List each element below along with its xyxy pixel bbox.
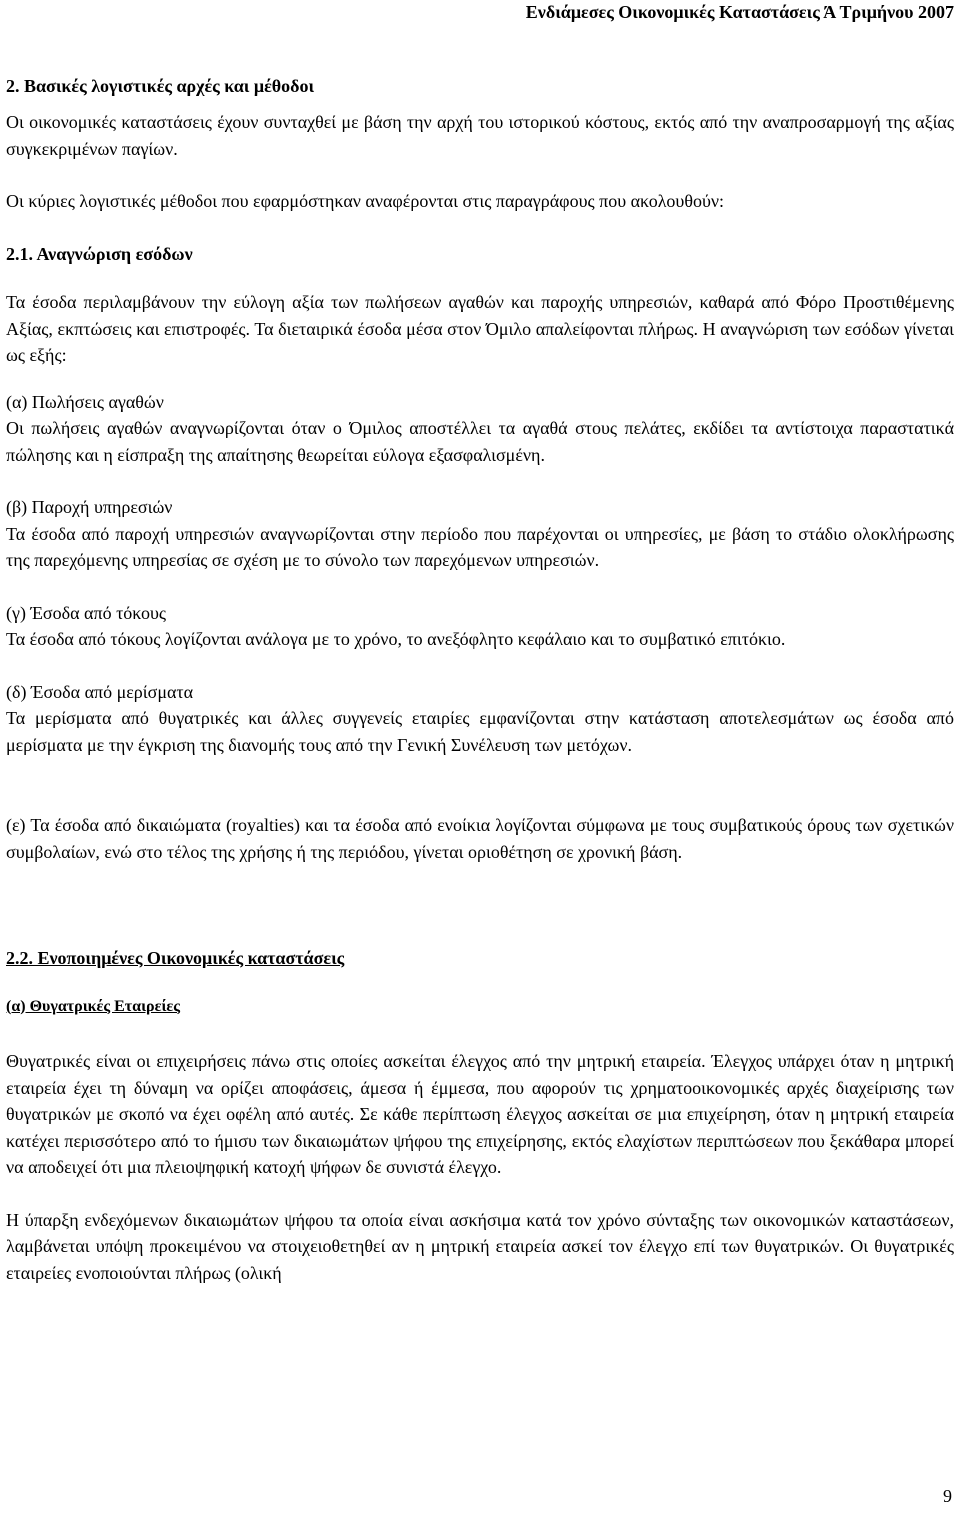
paragraph: Τα μερίσματα από θυγατρικές και άλλες συγγενείς εταιρίες εμφανίζονται στην κατάσταση αποτελεσμάτων ως έσοδα από μερίσματα με την έγκριση της διανομής τους από την Γενική Συνέλευση των μετόχων. (6, 708, 954, 755)
subsection-heading: 2.1. Αναγνώριση εσόδων (6, 243, 193, 264)
subsection-heading: 2.2. Ενοποιημένες Οικονομικές καταστάσεις (6, 948, 345, 968)
document-page (6, 0, 954, 1286)
page-header: Ενδιάμεσες Οικονομικές Καταστάσεις Ά Τριμήνου 2007 (525, 2, 954, 22)
page-number: 9 (943, 1486, 952, 1506)
section-heading: 2. Βασικές λογιστικές αρχές και μέθοδοι (6, 76, 315, 96)
paragraph: Τα έσοδα από τόκους λογίζονται ανάλογα με το χρόνο, το ανεξόφλητο κεφάλαιο και το συμβατικό επιτόκιο. (6, 629, 786, 649)
item-title: (α) Πωλήσεις αγαθών (6, 391, 164, 412)
item-title: (δ) Έσοδα από μερίσματα (6, 681, 194, 702)
paragraph: Οι κύριες λογιστικές μέθοδοι που εφαρμόστηκαν αναφέρονται στις παραγράφους που ακολουθούν: (6, 191, 725, 211)
paragraph: Τα έσοδα περιλαμβάνουν την εύλογη αξία των πωλήσεων αγαθών και παροχής υπηρεσιών, καθαρά από Φόρο Προστιθέμενης Αξίας, εκπτώσεις και επιστροφές. Τα διεταιρικά έσοδα μέσα στον Όμιλο απαλείφονται πλήρως. Η αναγνώριση των εσόδων γίνεται ως εξής: (6, 292, 954, 365)
paragraph: Η ύπαρξη ενδεχόμενων δικαιωμάτων ψήφου τα οποία είναι ασκήσιμα κατά τον χρόνο σύνταξης των οικονομικών καταστάσεων, λαμβάνεται υπόψη προκειμένου να στοιχειοθετηθεί αν η μητρική εταιρεία ασκεί τον έλεγχο επί των θυγατρικών. Οι θυγατρικές εταιρείες ενοποιούνται πλήρως (ολική (6, 1209, 954, 1283)
paragraph: Θυγατρικές είναι οι επιχειρήσεις πάνω στις οποίες ασκείται έλεγχος από την μητρική εταιρεία. Έλεγχος υπάρχει όταν η μητρική εταιρεία έχει τη δύναμη να ορίζει αποφάσεις, άμεσα ή έμμεσα, που αφορούν τις χρηματοοικονομικές αρχές διαχείρισης των θυγατρικών με σκοπό να έχει οφέλη από αυτές. Σε κάθε περίπτωση έλεγχος ασκείται σε μια επιχείρηση, όταν η μητρική εταιρεία κατέχει περισσότερο από το ήμισυ των δικαιωμάτων ψήφου της επιχείρησης, εκτός ελαχίστων περιπτώσεων που ξεκάθαρα μπορεί να αποδειχεί ότι μια πλειοψηφική κατοχή ψήφων δε συνιστά έλεγχο. (6, 1051, 954, 1177)
paragraph: Οι οικονομικές καταστάσεις έχουν συνταχθεί με βάση την αρχή του ιστορικού κόστους, εκτός από την αναπροσαρμογή της αξίας συγκεκριμένων παγίων. (6, 112, 954, 159)
paragraph: Τα έσοδα από παροχή υπηρεσιών αναγνωρίζονται στην περίοδο που παρέχονται οι υπηρεσίες, με βάση το στάδιο ολοκλήρωσης της παρεχόμενης υπηρεσίας σε σχέση με το σύνολο των παρεχόμενων υπηρεσιών. (6, 523, 954, 570)
item-title: (β) Παροχή υπηρεσιών (6, 497, 173, 517)
paragraph: Οι πωλήσεις αγαθών αναγνωρίζονται όταν ο Όμιλος αποστέλλει τα αγαθά στους πελάτες, εκδίδει τα αντίστοιχα παραστατικά πώλησης και η είσπραξη της απαίτησης θεωρείται εύλογα εξασφαλισμένη. (6, 418, 954, 465)
paragraph: (ε) Τα έσοδα από δικαιώματα (royalties) και τα έσοδα από ενοίκια λογίζονται σύμφωνα με τους συμβατικούς όρους των σχετικών συμβολαίων, ενώ στο τέλος της χρήσης ή της περιόδου, γίνεται οριοθέτηση σε χρονική βάση. (6, 815, 954, 862)
sub-heading: (α) Θυγατρικές Εταιρείες (6, 997, 180, 1015)
item-title: (γ) Έσοδα από τόκους (6, 602, 167, 623)
